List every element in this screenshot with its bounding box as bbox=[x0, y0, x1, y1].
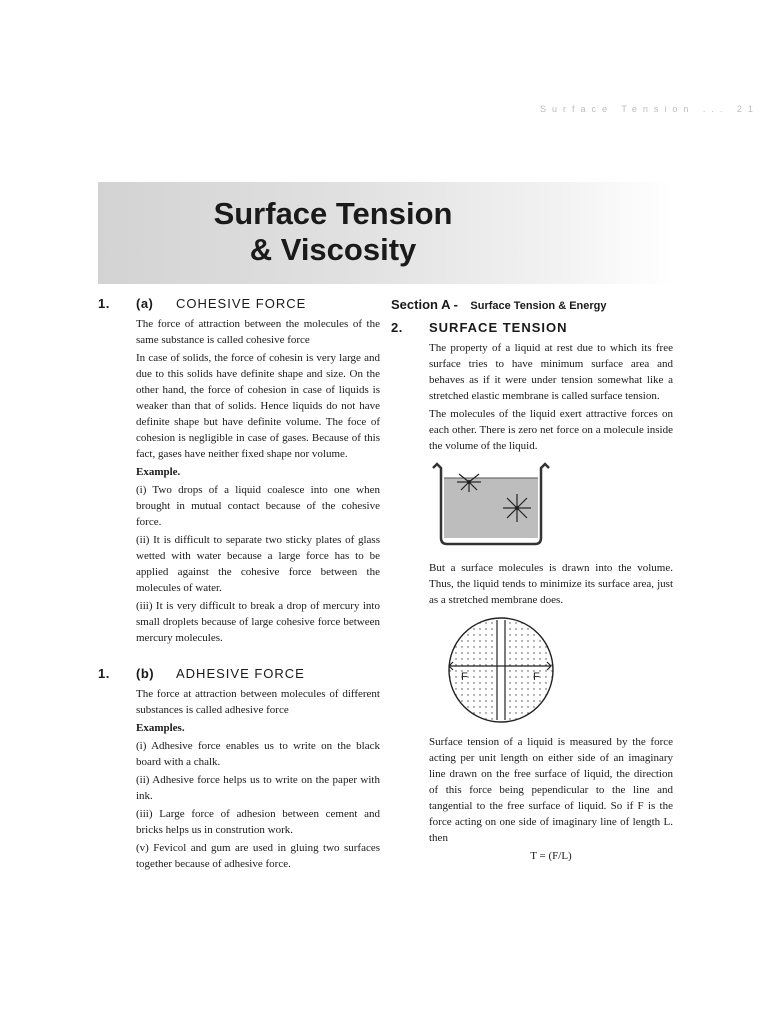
surface-tension-body bbox=[429, 340, 673, 864]
section-title: ADHESIVE FORCE bbox=[176, 666, 305, 681]
running-head: Surface Tension ... 21 bbox=[540, 104, 759, 114]
adhesive-body bbox=[136, 686, 380, 872]
section-title: COHESIVE FORCE bbox=[176, 296, 307, 311]
left-column bbox=[98, 296, 380, 874]
title-line-1: Surface Tension bbox=[213, 196, 453, 231]
section-a-label: Section A - bbox=[391, 297, 458, 312]
examples-label: Examples. bbox=[136, 722, 185, 734]
paragraph: But a surface molecules is drawn into the volume. Thus, the liquid tends to minimize its surface area, just as a stretched membrane does. bbox=[429, 562, 673, 606]
surface-circle-figure bbox=[429, 614, 579, 726]
beaker-molecules-figure bbox=[429, 460, 559, 552]
formula: T = (F/L) bbox=[530, 850, 572, 862]
section-number: 1. bbox=[98, 296, 110, 311]
paragraph: The force at attraction between molecules of different substances is called adhesive force bbox=[136, 688, 380, 716]
example-item: (ii) It is difficult to separate two sticky plates of glass wetted with water because a large force has to be applied against the cohesive force between the molecules of water. bbox=[136, 534, 380, 594]
page-title bbox=[98, 196, 568, 268]
paragraph: The molecules of the liquid exert attractive forces on each other. There is zero net force on a molecule inside the volume of the liquid. bbox=[429, 408, 673, 452]
paragraph: The force of attraction between the molecules of the same substance is called cohesive force bbox=[136, 318, 380, 346]
force-label-right: F bbox=[533, 671, 540, 683]
section-number: 1. bbox=[98, 666, 110, 681]
paragraph: Surface tension of a liquid is measured by the force acting per unit length on either side of an imaginary line drawn on the free surface of liquid, the direction of this force being pependicular to the line and tangential to the free surface of liquid. So if F is the force acting on one side of imaginary line of length L. then bbox=[429, 736, 673, 844]
section-a-title: Surface Tension & Energy bbox=[470, 300, 607, 312]
cohesive-heading bbox=[98, 296, 380, 316]
paragraph: In case of solids, the force of cohesin is very large and due to this solids have definite shape and size. On the other hand, the force of cohesion in case of liquids is weaker than that of solids. Hence liquids do not have definite shape but have definite volume. The foce of cohesion is negligible in case of gases. Because of this fact, gases have neither fixed shape nor volume. bbox=[136, 352, 380, 460]
section-letter: (a) bbox=[136, 296, 154, 311]
cohesive-body bbox=[136, 316, 380, 646]
force-label-left: F bbox=[461, 671, 468, 683]
example-item: (v) Fevicol and gum are used in gluing two surfaces together because of adhesive force. bbox=[136, 842, 380, 870]
section-a-heading bbox=[391, 296, 673, 320]
title-line-2: & Viscosity bbox=[249, 232, 417, 267]
section-title: SURFACE TENSION bbox=[429, 320, 568, 335]
paragraph: The property of a liquid at rest due to which its free surface tries to have minimum surface area and behaves as if it were under tension somewhat like a stretched elastic membrane is called surface tension. bbox=[429, 342, 673, 402]
section-number: 2. bbox=[391, 320, 403, 335]
example-item: (iii) Large force of adhesion between cement and bricks helps us in constrution work. bbox=[136, 808, 380, 836]
example-item: (ii) Adhesive force helps us to write on the paper with ink. bbox=[136, 774, 380, 802]
section-letter: (b) bbox=[136, 666, 155, 681]
right-column bbox=[391, 296, 673, 864]
adhesive-heading bbox=[98, 666, 380, 686]
example-label: Example. bbox=[136, 466, 181, 478]
example-item: (i) Adhesive force enables us to write on the black board with a chalk. bbox=[136, 740, 380, 768]
example-item: (i) Two drops of a liquid coalesce into one when brought in mutual contact because of the cohesive force. bbox=[136, 484, 380, 528]
surface-tension-heading bbox=[391, 320, 673, 340]
example-item: (iii) It is very difficult to break a drop of mercury into small droplets because of large cohesive force between mercury molecules. bbox=[136, 600, 380, 644]
